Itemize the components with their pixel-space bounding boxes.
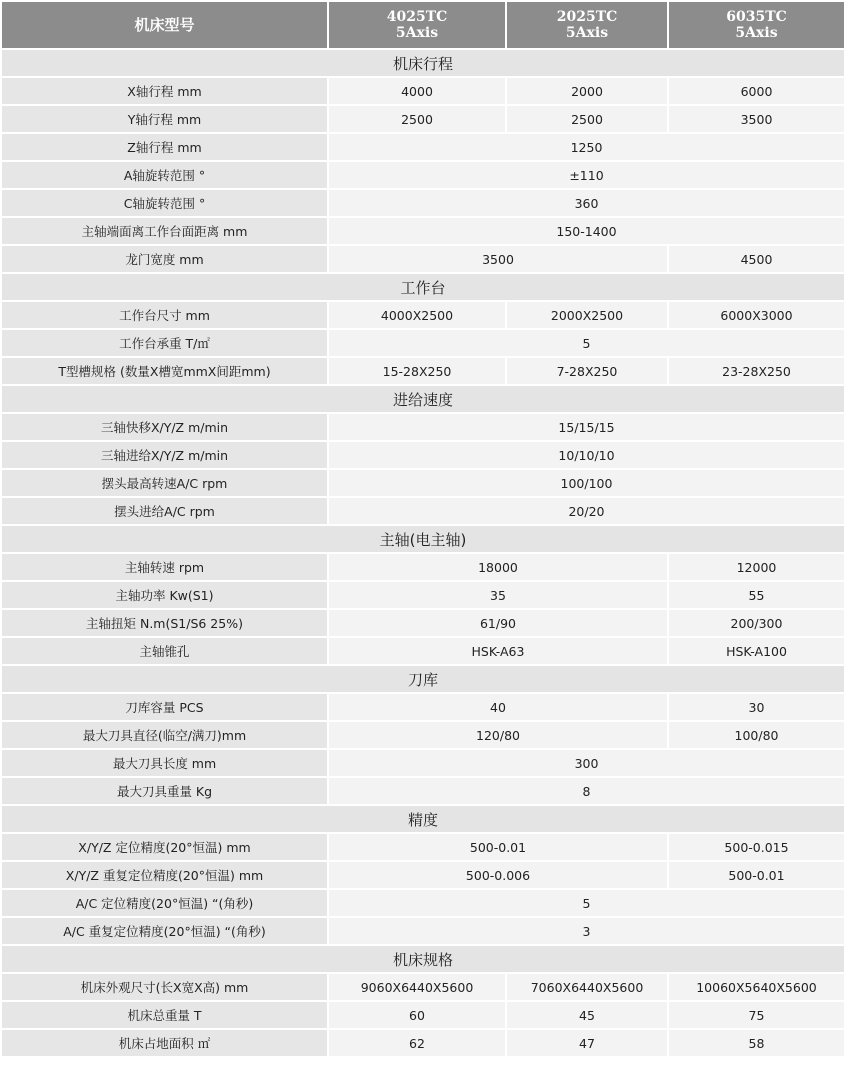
- section-title: 精度: [2, 806, 844, 832]
- model-name: 4025TC: [386, 9, 448, 25]
- model-axis: 5Axis: [565, 25, 609, 41]
- spec-label: T型槽规格 (数量X槽宽mmX间距mm): [2, 358, 327, 384]
- spec-value: 9060X6440X5600: [329, 974, 505, 1000]
- spec-value: 58: [669, 1030, 844, 1056]
- spec-value: 500-0.015: [669, 834, 844, 860]
- spec-row: [2, 778, 844, 804]
- spec-value: 10/10/10: [329, 442, 844, 468]
- spec-value: 2000X2500: [507, 302, 667, 328]
- spec-row: [2, 106, 844, 132]
- spec-label: 摆头最高转速A/C rpm: [2, 470, 327, 496]
- spec-value: 100/100: [329, 470, 844, 496]
- spec-row: [2, 554, 844, 580]
- spec-row: [2, 78, 844, 104]
- model-header-2025tc: [507, 2, 667, 48]
- spec-row: [2, 918, 844, 944]
- spec-value: 12000: [669, 554, 844, 580]
- spec-value: 75: [669, 1002, 844, 1028]
- spec-row: [2, 974, 844, 1000]
- spec-label: 主轴端面离工作台面距离 mm: [2, 218, 327, 244]
- spec-row: [2, 862, 844, 888]
- spec-row: [2, 134, 844, 160]
- spec-label: 工作台尺寸 mm: [2, 302, 327, 328]
- section-title: 主轴(电主轴): [2, 526, 844, 552]
- model-axis: 5Axis: [395, 25, 439, 41]
- spec-label: 机床外观尺寸(长X宽X高) mm: [2, 974, 327, 1000]
- spec-value: 60: [329, 1002, 505, 1028]
- section-title: 工作台: [2, 274, 844, 300]
- spec-label: Z轴行程 mm: [2, 134, 327, 160]
- spec-value: 3500: [669, 106, 844, 132]
- spec-value: 61/90: [329, 610, 667, 636]
- spec-value: 100/80: [669, 722, 844, 748]
- spec-row: [2, 470, 844, 496]
- spec-value: 500-0.006: [329, 862, 667, 888]
- spec-label: 龙门宽度 mm: [2, 246, 327, 272]
- spec-row: [2, 498, 844, 524]
- spec-label: 主轴扭矩 N.m(S1/S6 25%): [2, 610, 327, 636]
- section-title: 进给速度: [2, 386, 844, 412]
- spec-value: 15/15/15: [329, 414, 844, 440]
- spec-row: [2, 638, 844, 664]
- spec-label: X/Y/Z 重复定位精度(20°恒温) mm: [2, 862, 327, 888]
- spec-label: 三轴快移X/Y/Z m/min: [2, 414, 327, 440]
- spec-row: [2, 582, 844, 608]
- spec-value: 4000: [329, 78, 505, 104]
- spec-value: 8: [329, 778, 844, 804]
- spec-row: [2, 414, 844, 440]
- spec-value: 360: [329, 190, 844, 216]
- spec-row: [2, 246, 844, 272]
- spec-label: 三轴进给X/Y/Z m/min: [2, 442, 327, 468]
- spec-label: A/C 定位精度(20°恒温) “(角秒): [2, 890, 327, 916]
- spec-label: 主轴功率 Kw(S1): [2, 582, 327, 608]
- spec-label: 最大刀具长度 mm: [2, 750, 327, 776]
- spec-value: ±110: [329, 162, 844, 188]
- section-header-row: [2, 806, 844, 832]
- model-name: 6035TC: [726, 9, 787, 25]
- spec-label: A/C 重复定位精度(20°恒温) “(角秒): [2, 918, 327, 944]
- spec-value: 3500: [329, 246, 667, 272]
- spec-row: [2, 302, 844, 328]
- spec-value: 1250: [329, 134, 844, 160]
- spec-value: 30: [669, 694, 844, 720]
- section-header-row: [2, 50, 844, 76]
- spec-value: 4000X2500: [329, 302, 505, 328]
- section-header-row: [2, 666, 844, 692]
- spec-value: 10060X5640X5600: [669, 974, 844, 1000]
- model-header-6035tc: [669, 2, 844, 48]
- spec-label: 刀库容量 PCS: [2, 694, 327, 720]
- spec-label: 主轴转速 rpm: [2, 554, 327, 580]
- spec-value: 5: [329, 890, 844, 916]
- spec-label: A轴旋转范围 °: [2, 162, 327, 188]
- section-title: 刀库: [2, 666, 844, 692]
- spec-label: 摆头进给A/C rpm: [2, 498, 327, 524]
- spec-row: [2, 890, 844, 916]
- spec-label: X/Y/Z 定位精度(20°恒温) mm: [2, 834, 327, 860]
- spec-value: 2000: [507, 78, 667, 104]
- spec-row: [2, 694, 844, 720]
- spec-value: 4500: [669, 246, 844, 272]
- spec-value: 15-28X250: [329, 358, 505, 384]
- spec-value: 200/300: [669, 610, 844, 636]
- spec-value: 300: [329, 750, 844, 776]
- spec-row: [2, 358, 844, 384]
- spec-row: [2, 722, 844, 748]
- spec-label: 机床总重量 T: [2, 1002, 327, 1028]
- spec-table-body: [2, 2, 844, 1056]
- spec-row: [2, 442, 844, 468]
- spec-value: 45: [507, 1002, 667, 1028]
- spec-value: 20/20: [329, 498, 844, 524]
- spec-value: 2500: [329, 106, 505, 132]
- header-row: [2, 2, 844, 48]
- spec-value: 150-1400: [329, 218, 844, 244]
- spec-value: 7060X6440X5600: [507, 974, 667, 1000]
- section-header-row: [2, 526, 844, 552]
- spec-row: [2, 750, 844, 776]
- spec-row: [2, 162, 844, 188]
- spec-value: 6000: [669, 78, 844, 104]
- spec-row: [2, 330, 844, 356]
- spec-value: 7-28X250: [507, 358, 667, 384]
- spec-label: Y轴行程 mm: [2, 106, 327, 132]
- spec-value: 55: [669, 582, 844, 608]
- spec-label: 工作台承重 T/㎡: [2, 330, 327, 356]
- spec-value: 120/80: [329, 722, 667, 748]
- spec-value: 2500: [507, 106, 667, 132]
- spec-value: 5: [329, 330, 844, 356]
- spec-value: 47: [507, 1030, 667, 1056]
- spec-label: 最大刀具重量 Kg: [2, 778, 327, 804]
- section-header-row: [2, 386, 844, 412]
- spec-value: 500-0.01: [329, 834, 667, 860]
- spec-value: 500-0.01: [669, 862, 844, 888]
- spec-value: 35: [329, 582, 667, 608]
- spec-value: HSK-A63: [329, 638, 667, 664]
- spec-label: 主轴锥孔: [2, 638, 327, 664]
- header-label: 机床型号: [2, 2, 327, 48]
- spec-value: HSK-A100: [669, 638, 844, 664]
- spec-row: [2, 610, 844, 636]
- section-header-row: [2, 946, 844, 972]
- model-name: 2025TC: [556, 9, 618, 25]
- spec-row: [2, 1002, 844, 1028]
- spec-row: [2, 218, 844, 244]
- spec-value: 40: [329, 694, 667, 720]
- model-axis: 5Axis: [735, 25, 778, 41]
- spec-label: 机床占地面积 ㎡: [2, 1030, 327, 1056]
- spec-row: [2, 1030, 844, 1056]
- spec-row: [2, 834, 844, 860]
- section-title: 机床行程: [2, 50, 844, 76]
- spec-row: [2, 190, 844, 216]
- spec-value: 23-28X250: [669, 358, 844, 384]
- model-header-4025tc: [329, 2, 505, 48]
- spec-value: 62: [329, 1030, 505, 1056]
- spec-value: 6000X3000: [669, 302, 844, 328]
- section-header-row: [2, 274, 844, 300]
- section-title: 机床规格: [2, 946, 844, 972]
- spec-value: 18000: [329, 554, 667, 580]
- spec-label: X轴行程 mm: [2, 78, 327, 104]
- spec-label: C轴旋转范围 °: [2, 190, 327, 216]
- spec-value: 3: [329, 918, 844, 944]
- spec-label: 最大刀具直径(临空/满刀)mm: [2, 722, 327, 748]
